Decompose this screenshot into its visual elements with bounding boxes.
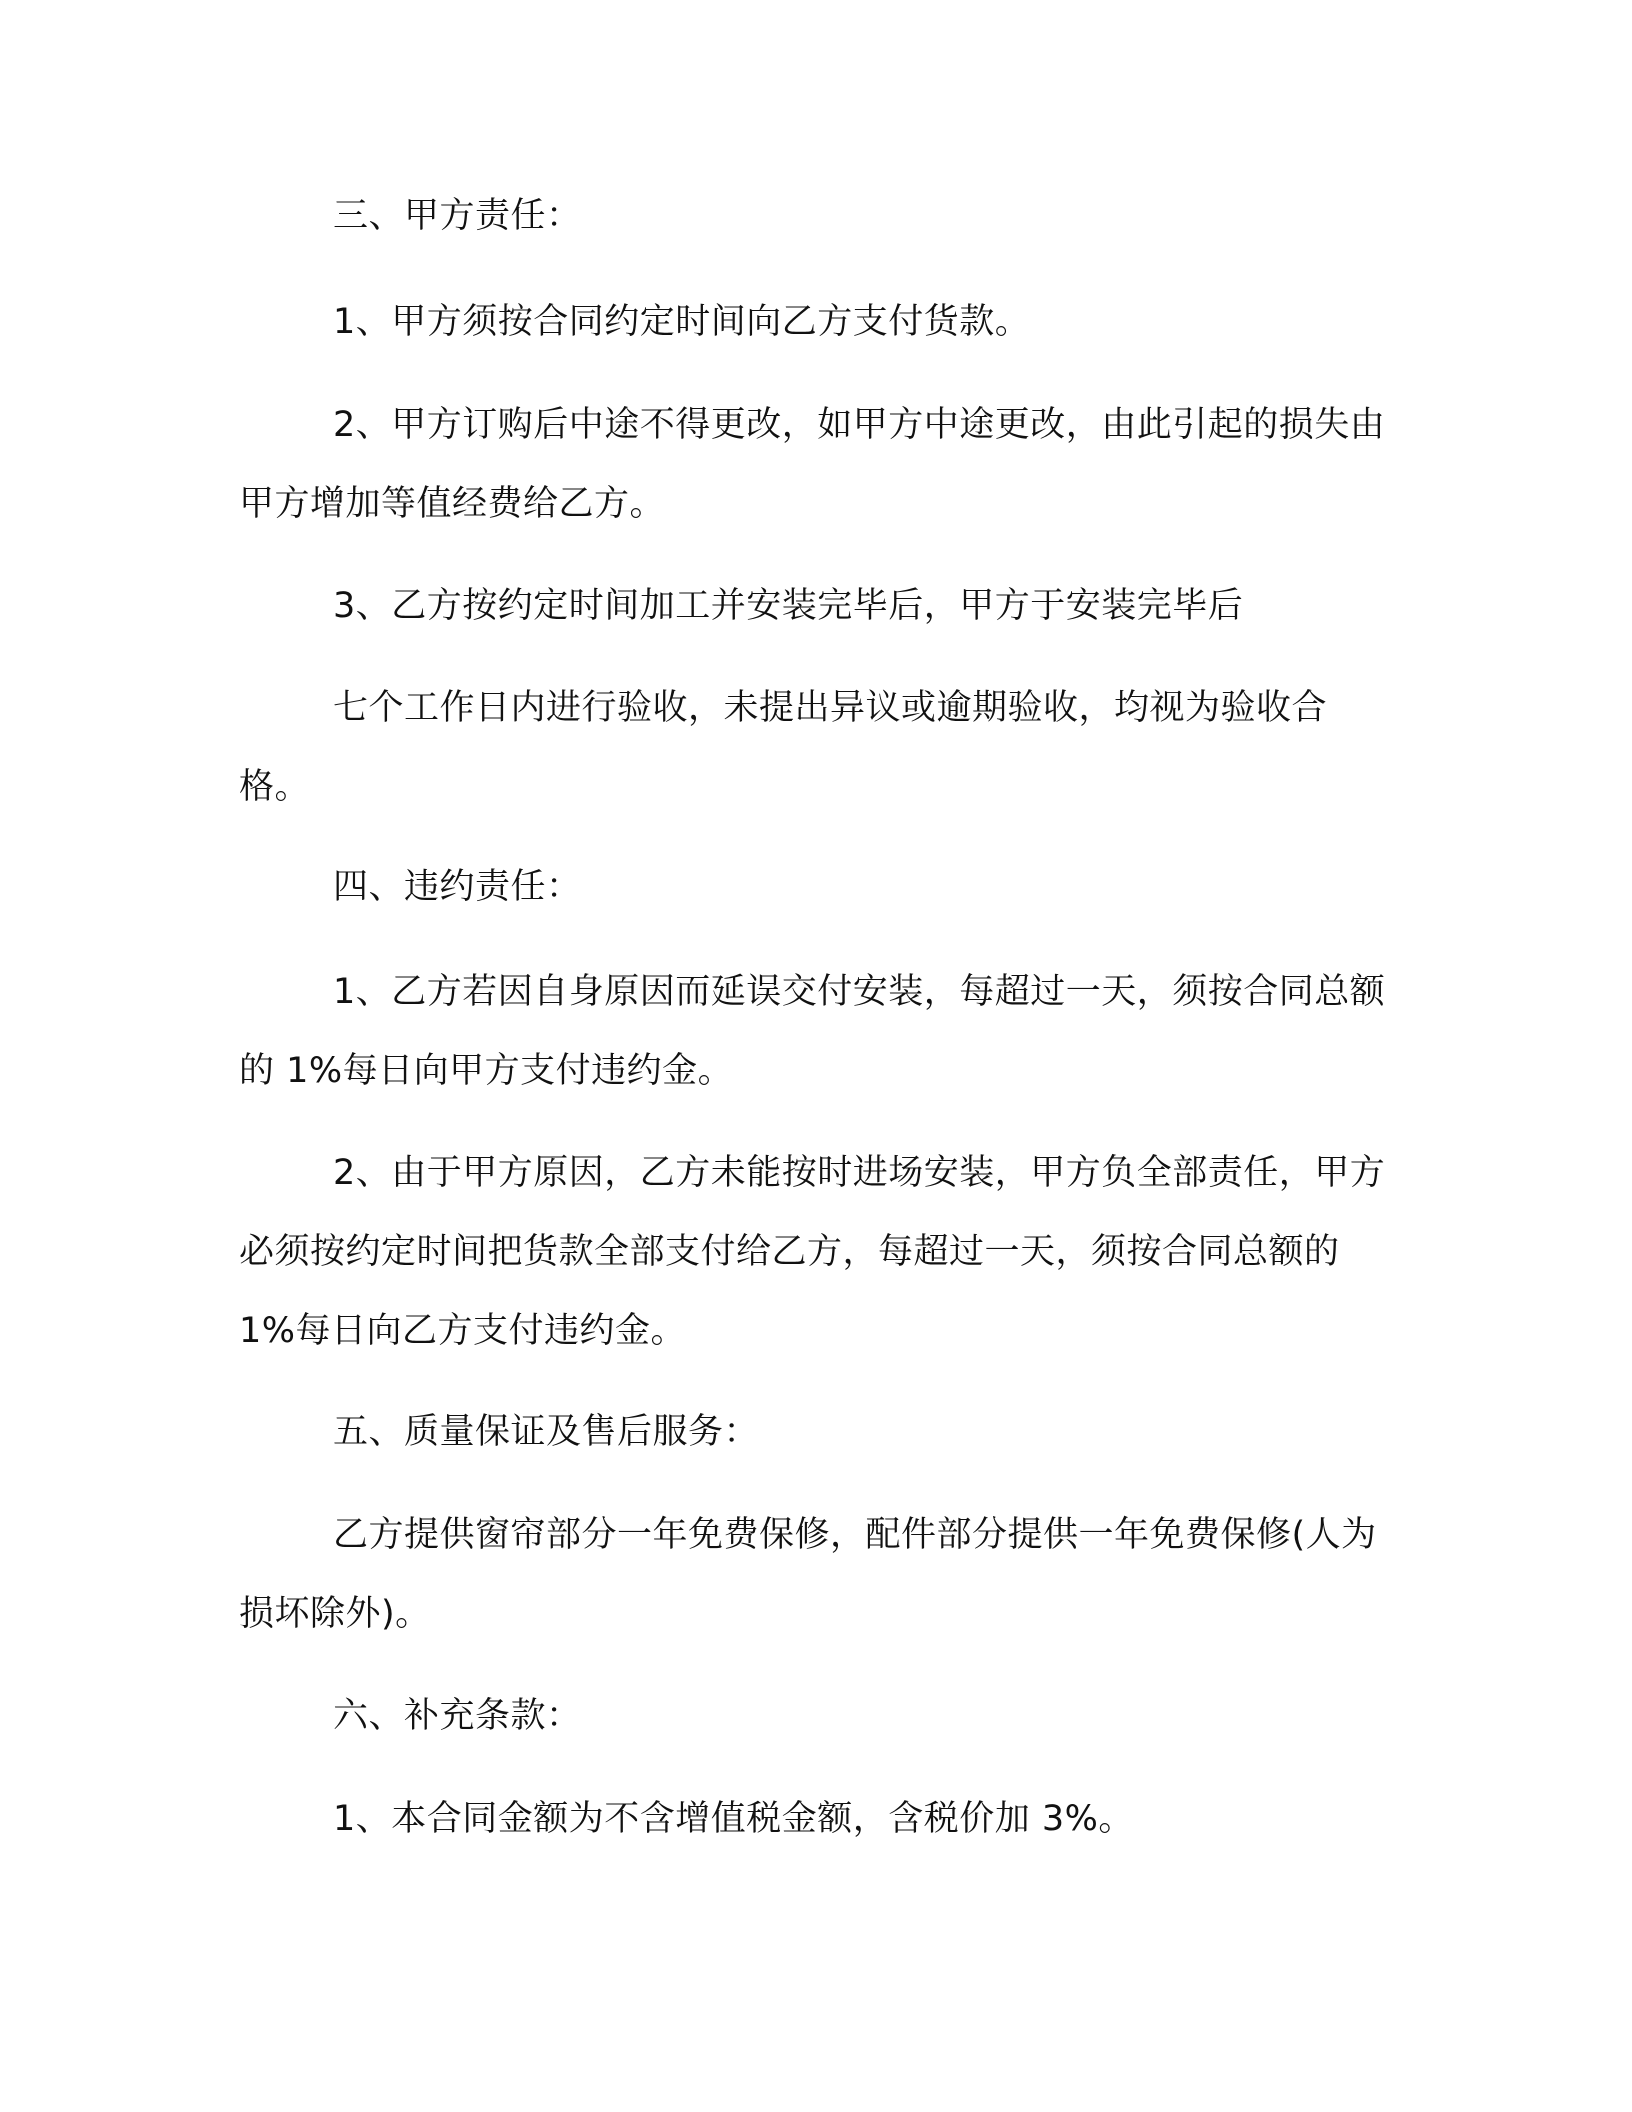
clause-3-3-line-1: 3、乙方按约定时间加工并安装完毕后，甲方于安装完毕后 [333, 586, 1244, 626]
clause-3-1: 1、甲方须按合同约定时间向乙方支付货款。 [333, 302, 1031, 342]
section-heading-supplementary-terms: 六、补充条款： [333, 1696, 582, 1736]
clause-4-2: 2、由于甲方原因，乙方未能按时进场安装，甲方负全部责任，甲方必须按约定时间把货款全部支付给乙方，每超过一天，须按合同总额的 1%每日向乙方支付违约金。 [239, 1153, 1386, 1351]
clause-5-1: 乙方提供窗帘部分一年免费保修，配件部分提供一年免费保修(人为损坏除外)。 [239, 1515, 1377, 1634]
clause-3-3-line-2: 七个工作日内进行验收，未提出异议或逾期验收，均视为验收合格。 [239, 688, 1328, 807]
section-heading-default-liability: 四、违约责任： [333, 867, 582, 907]
clause-3-2: 2、甲方订购后中途不得更改，如甲方中途更改，由此引起的损失由甲方增加等值经费给乙方。 [239, 405, 1386, 524]
section-heading-quality-service: 五、质量保证及售后服务： [333, 1412, 760, 1452]
clause-4-1: 1、乙方若因自身原因而延误交付安装，每超过一天，须按合同总额的 1%每日向甲方支付违约金。 [239, 972, 1386, 1091]
clause-6-1: 1、本合同金额为不含增值税金额，含税价加 3%。 [333, 1799, 1134, 1839]
section-heading-party-a-responsibility: 三、甲方责任： [333, 196, 582, 236]
